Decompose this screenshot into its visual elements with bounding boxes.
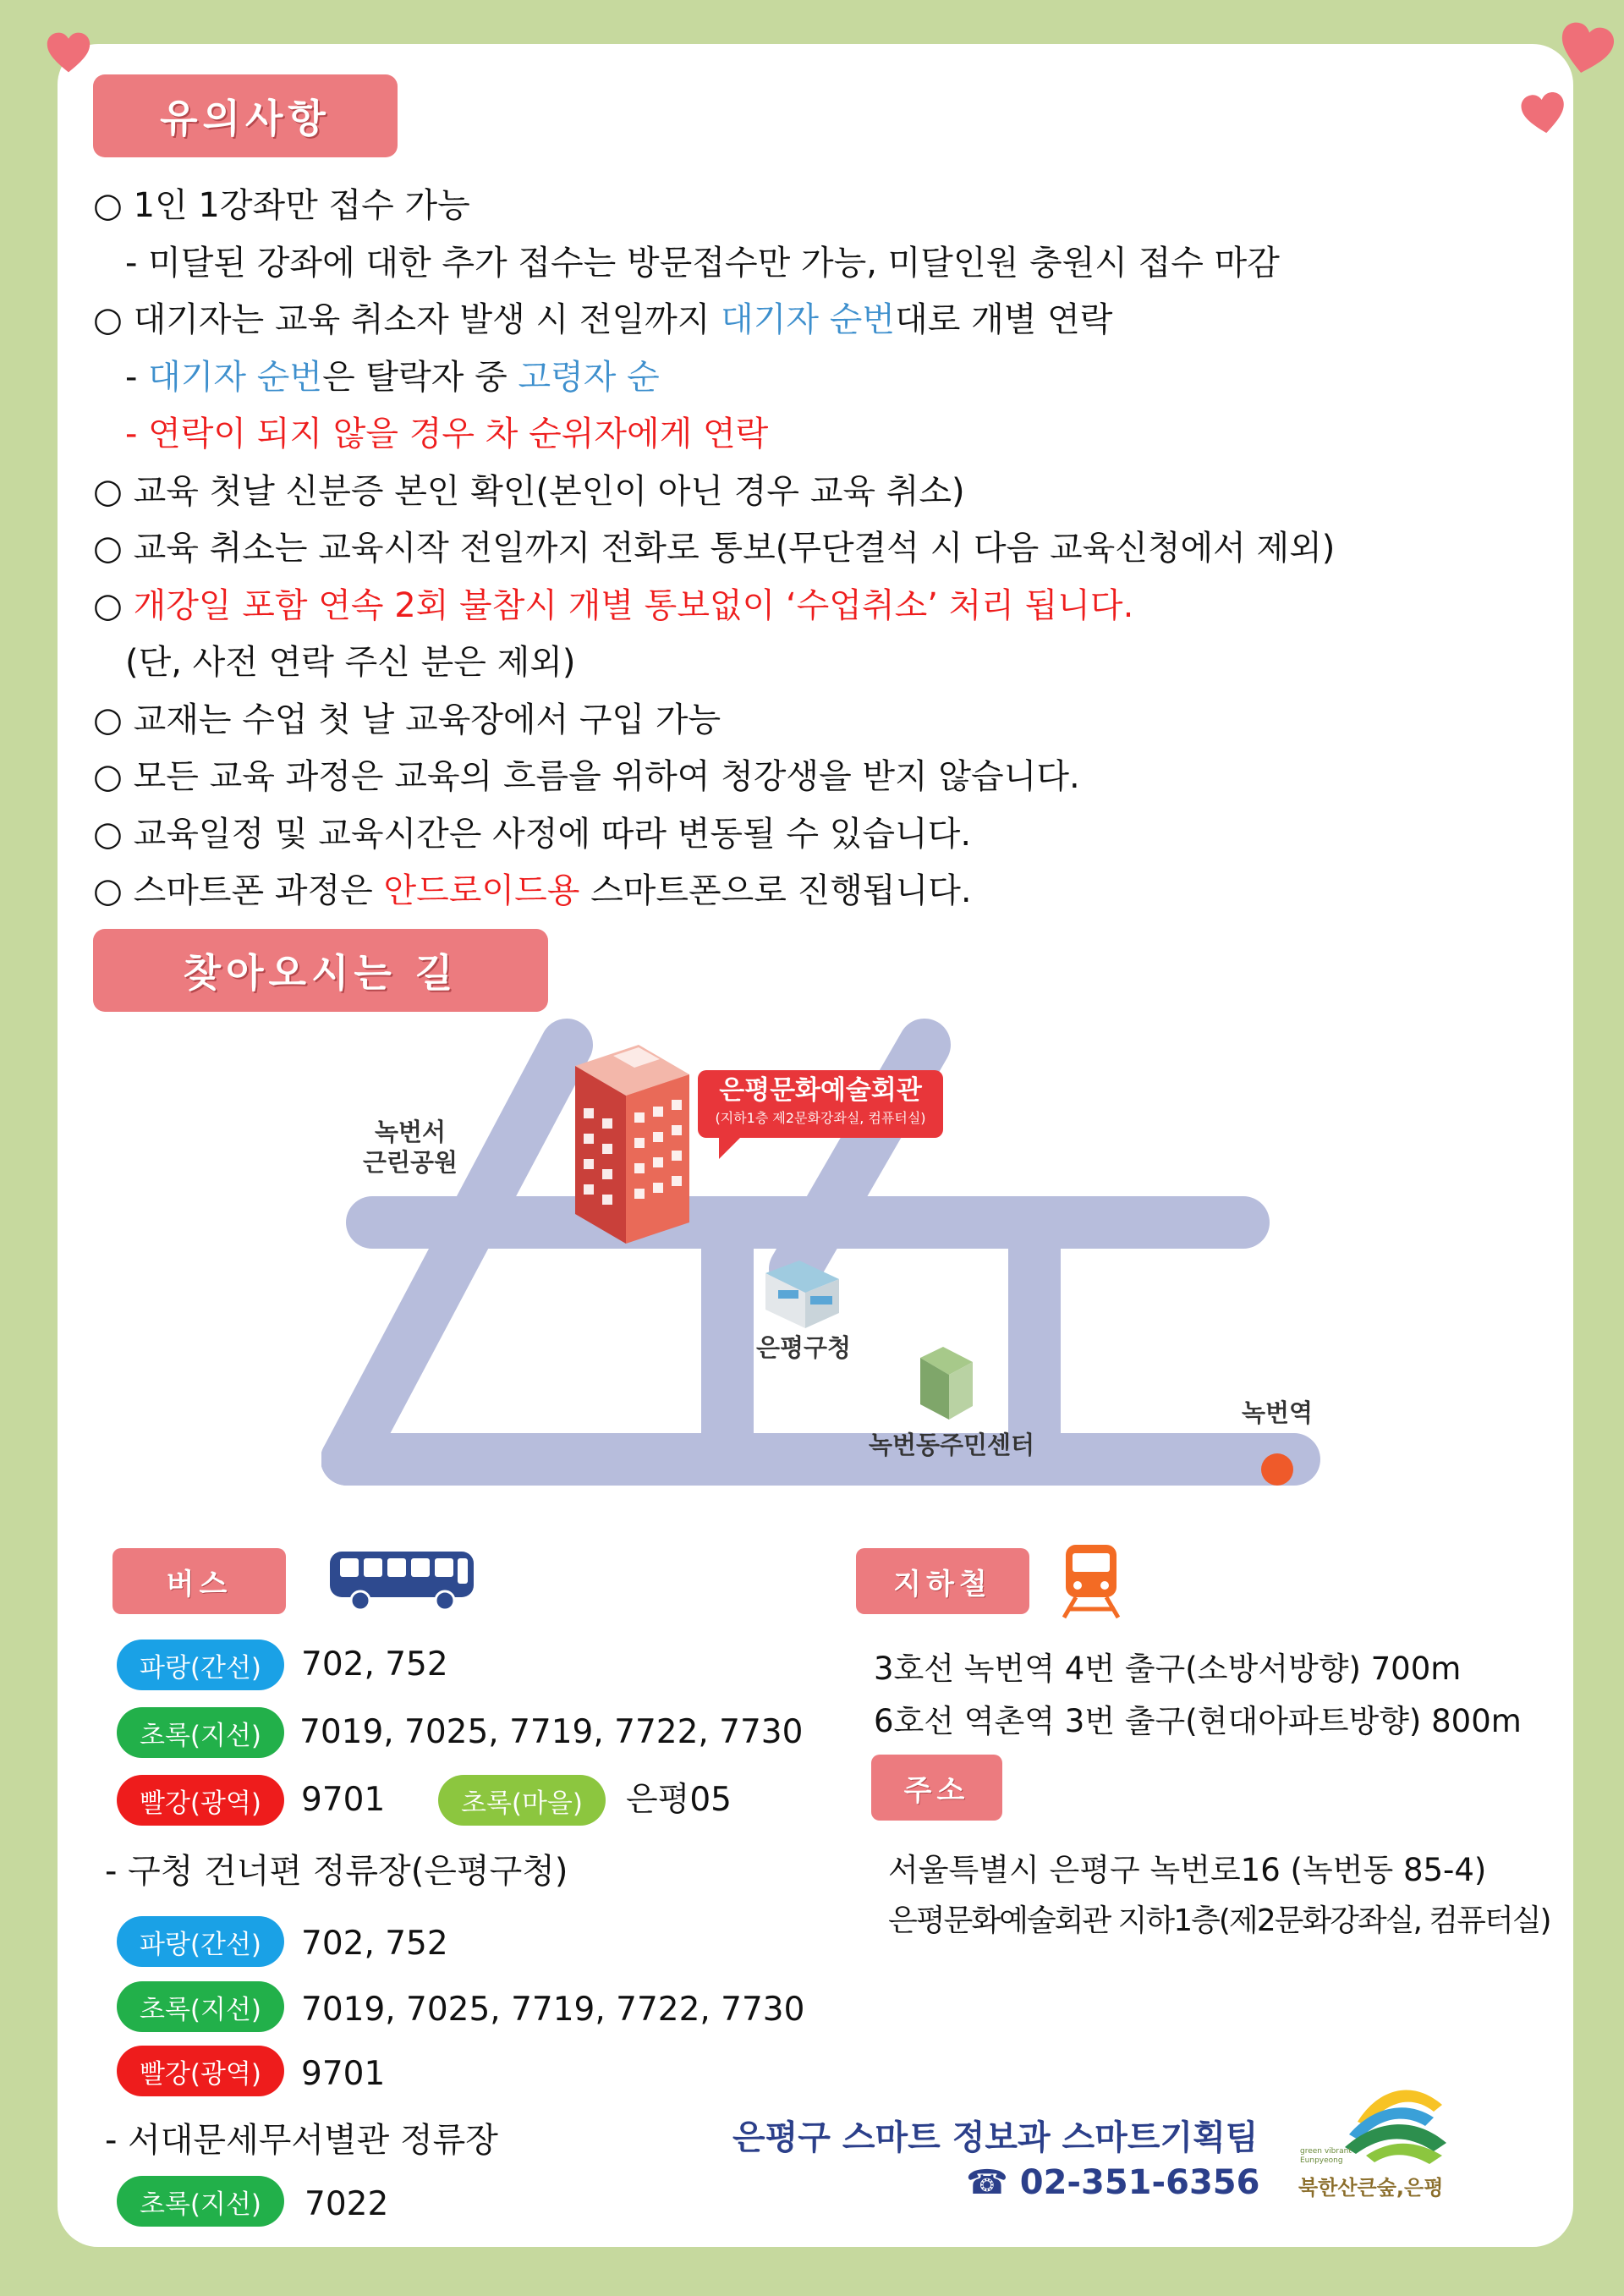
notice-text: ○ 교재는 수업 첫 날 교육장에서 구입 가능 xyxy=(93,700,721,739)
notice-text: - 미달된 강좌에 대한 추가 접수는 방문접수만 가능, 미달인원 충원시 접수 마감 xyxy=(125,243,1280,283)
route-numbers: 702, 752 xyxy=(301,1925,448,1963)
notice-text: ○ 교육 첫날 신분증 본인 확인(본인이 아닌 경우 교육 취소) xyxy=(93,471,965,511)
notice-item xyxy=(93,634,1531,692)
bus-icon xyxy=(326,1546,479,1614)
address-line-1: 서울특별시 은평구 녹번로16 (녹번동 85-4) xyxy=(888,1852,1487,1888)
notice-item xyxy=(93,863,1531,920)
route-type-pill: 초록(지선) xyxy=(117,1707,284,1758)
route-numbers: 702, 752 xyxy=(301,1645,448,1684)
notice-title: 유의사항 xyxy=(93,74,398,157)
notice-item xyxy=(93,806,1531,864)
train-icon xyxy=(1057,1541,1125,1619)
notice-item xyxy=(93,749,1531,806)
notice-text: 고령자 순 xyxy=(518,357,660,397)
route-type-pill: 파랑(간선) xyxy=(117,1640,284,1690)
notice-text: 은 탈락자 중 xyxy=(322,357,518,397)
notice-text: ○ 모든 교육 과정은 교육의 흐름을 위하여 청강생을 받지 않습니다. xyxy=(93,757,1080,796)
logo-small-text: green vibrant Eunpyeong xyxy=(1300,2147,1352,2165)
address-line-2: 은평문화예술회관 지하1층(제2문화강좌실, 컴퓨터실) xyxy=(888,1903,1550,1938)
subway-tag: 지하철 xyxy=(856,1548,1029,1614)
route-type-pill: 파랑(간선) xyxy=(117,1916,284,1967)
venue-name: 은평문화예술회관 xyxy=(719,1075,922,1106)
route-type-pill: 빨강(광역) xyxy=(117,1775,284,1826)
notice-item xyxy=(93,406,1531,464)
bus-stop-title: - 서대문세무서별관 정류장 xyxy=(105,2121,498,2160)
notice-text: (단, 사전 연락 주신 분은 제외) xyxy=(125,643,576,682)
district-office-icon xyxy=(765,1261,839,1328)
venue-detail: (지하1층 제2문화강좌실, 컴퓨터실) xyxy=(715,1110,926,1126)
address-tag: 주소 xyxy=(871,1755,1002,1821)
route-numbers: 은평05 xyxy=(626,1781,732,1819)
notice-text: 스마트폰으로 진행됩니다. xyxy=(579,871,972,910)
notice-list xyxy=(93,178,1531,920)
route-type-pill: 초록(지선) xyxy=(117,2176,284,2227)
notice-text: - 연락이 되지 않을 경우 차 순위자에게 연락 xyxy=(125,415,769,453)
subway-line-2: 6호선 역촌역 3번 출구(현대아파트방향) 800m xyxy=(874,1703,1522,1739)
notice-text: ○ xyxy=(93,585,134,625)
notice-text: ○ 교육일정 및 교육시간은 사정에 따라 변동될 수 있습니다. xyxy=(93,814,972,854)
district-office-label: 은평구청 xyxy=(755,1333,852,1362)
notice-text: 대로 개별 연락 xyxy=(895,300,1113,339)
venue-callout xyxy=(698,1070,943,1138)
heart-icon xyxy=(1518,88,1570,138)
notice-text: ○ 대기자는 교육 취소자 발생 시 전일까지 xyxy=(93,300,721,339)
logo-text: 북한산큰숲,은평 xyxy=(1298,2176,1444,2200)
route-numbers: 7022 xyxy=(304,2185,389,2223)
venue-building-icon xyxy=(575,1045,689,1244)
notice-item xyxy=(93,349,1531,407)
bus-tag: 버스 xyxy=(112,1548,286,1614)
directions-title: 찾아오시는 길 xyxy=(93,929,548,1012)
notice-text: 대기자 순번 xyxy=(148,357,323,397)
notice-text: 개강일 포함 연속 2회 불참시 개별 통보없이 ‘수업취소’ 처리 됩니다. xyxy=(133,585,1134,625)
route-type-pill: 초록(지선) xyxy=(117,1981,284,2032)
community-center-label: 녹번동주민센터 xyxy=(868,1431,1035,1459)
route-numbers: 7019, 7025, 7719, 7722, 7730 xyxy=(299,1713,804,1751)
route-numbers: 7019, 7025, 7719, 7722, 7730 xyxy=(301,1991,805,2029)
station-marker-icon xyxy=(1261,1453,1293,1486)
route-numbers: 9701 xyxy=(301,2055,386,2093)
notice-item xyxy=(93,292,1531,349)
notice-item xyxy=(93,578,1531,635)
team-name: 은평구 스마트 정보과 스마트기획팀 xyxy=(732,2118,1259,2157)
notice-item xyxy=(93,235,1531,293)
subway-line-1: 3호선 녹번역 4번 출구(소방서방향) 700m xyxy=(874,1651,1462,1687)
phone-number: ☎ 02-351-6356 xyxy=(966,2163,1260,2202)
route-type-pill: 초록(마을) xyxy=(438,1775,606,1826)
bus-stop-title: - 구청 건너편 정류장(은평구청) xyxy=(105,1852,568,1891)
heart-icon xyxy=(46,30,91,74)
station-label: 녹번역 xyxy=(1241,1398,1314,1427)
notice-item xyxy=(93,178,1531,235)
location-map xyxy=(321,1015,1336,1506)
route-type-pill: 빨강(광역) xyxy=(117,2046,284,2096)
park-label: 녹번서 근린공원 xyxy=(362,1118,458,1177)
notice-text: 안드로이드용 xyxy=(383,871,580,910)
notice-item xyxy=(93,692,1531,750)
notice-text: ○ 교육 취소는 교육시작 전일까지 전화로 통보(무단결석 시 다음 교육신청에서 제외) xyxy=(93,529,1336,568)
notice-text: 대기자 순번 xyxy=(721,300,896,339)
notice-item xyxy=(93,464,1531,521)
notice-text: ○ 스마트폰 과정은 xyxy=(93,871,384,910)
notice-text: ○ 1인 1강좌만 접수 가능 xyxy=(93,186,470,225)
route-numbers: 9701 xyxy=(301,1781,386,1819)
community-center-icon xyxy=(920,1347,973,1420)
notice-item xyxy=(93,520,1531,578)
notice-text: - xyxy=(125,357,149,397)
heart-icon xyxy=(1553,17,1619,81)
eunpyeong-logo xyxy=(1298,2071,1484,2198)
